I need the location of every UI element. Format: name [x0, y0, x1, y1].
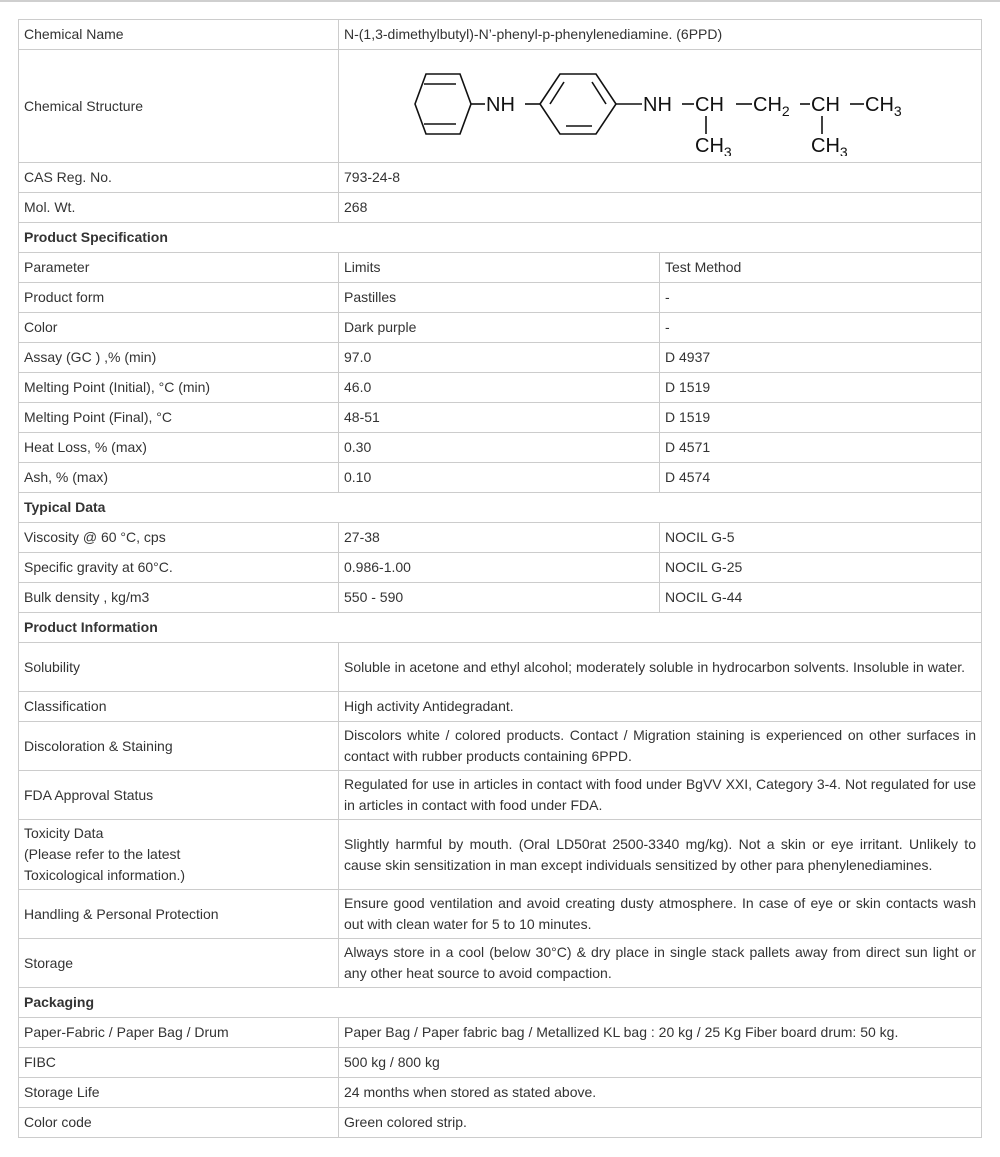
- info-label: Classification: [19, 692, 339, 722]
- mol-wt-label: Mol. Wt.: [19, 193, 339, 223]
- column-header-test-method: Test Method: [660, 253, 982, 283]
- benzene-ring-2: [540, 74, 616, 134]
- spec-parameter: Ash, % (max): [19, 463, 339, 493]
- typical-data-heading: Typical Data: [19, 493, 982, 523]
- spec-limit: 0.30: [339, 433, 660, 463]
- ch3-terminal-text: CH: [865, 94, 894, 116]
- spec-column-header-row: [19, 253, 982, 283]
- packaging-label: Color code: [19, 1108, 339, 1138]
- table-row: [19, 373, 982, 403]
- chemical-structure-cell: [339, 50, 982, 163]
- ch3-branch-text-1: CH: [695, 135, 724, 156]
- spec-parameter: Color: [19, 313, 339, 343]
- typical-parameter: Viscosity @ 60 °C, cps: [19, 523, 339, 553]
- spec-parameter: Assay (GC ) ,% (min): [19, 343, 339, 373]
- table-row: [19, 523, 982, 553]
- ch2-subscript: 2: [781, 103, 790, 119]
- spec-limit: Dark purple: [339, 313, 660, 343]
- typical-value: 550 - 590: [339, 583, 660, 613]
- ch3-branch-subscript-1: 3: [723, 144, 732, 156]
- cas-value: 793-24-8: [339, 163, 982, 193]
- spec-test-method: D 1519: [660, 403, 982, 433]
- typical-test-method: NOCIL G-5: [660, 523, 982, 553]
- spec-parameter: Product form: [19, 283, 339, 313]
- spec-test-method: D 4571: [660, 433, 982, 463]
- table-row: [19, 403, 982, 433]
- table-row: [19, 820, 982, 890]
- spec-parameter: Melting Point (Initial), °C (min): [19, 373, 339, 403]
- packaging-value: 500 kg / 800 kg: [339, 1048, 982, 1078]
- typical-parameter: Bulk density , kg/m3: [19, 583, 339, 613]
- section-header-row: [19, 223, 982, 253]
- table-row: [19, 890, 982, 939]
- table-row: [19, 1078, 982, 1108]
- packaging-label: Paper-Fabric / Paper Bag / Drum: [19, 1018, 339, 1048]
- table-row: [19, 1048, 982, 1078]
- table-row: [19, 163, 982, 193]
- spec-parameter: Heat Loss, % (max): [19, 433, 339, 463]
- info-label: FDA Approval Status: [19, 771, 339, 820]
- typical-value: 27-38: [339, 523, 660, 553]
- packaging-value: Green colored strip.: [339, 1108, 982, 1138]
- ch3-branch-text-2: CH: [811, 135, 840, 156]
- table-row: [19, 722, 982, 771]
- info-value: Discolors white / colored products. Contact / Migration staining is experienced on other surfaces in contact with rubber products containing 6PPD.: [339, 722, 982, 771]
- info-value: Slightly harmful by mouth. (Oral LD50rat 2500-3340 mg/kg). Not a skin or eye irritant. Unlikely to cause skin sensitization in man except individuals sensitized by other para phenylenediamines.: [339, 820, 982, 890]
- nh-label-1: NH: [486, 94, 515, 116]
- ch3-branch-label-1: [695, 135, 732, 156]
- packaging-label: FIBC: [19, 1048, 339, 1078]
- column-header-limits: Limits: [339, 253, 660, 283]
- table-row: [19, 553, 982, 583]
- info-label: Handling & Personal Protection: [19, 890, 339, 939]
- chemical-structure-diagram: [390, 56, 930, 156]
- packaging-label: Storage Life: [19, 1078, 339, 1108]
- spec-test-method: D 1519: [660, 373, 982, 403]
- ch-label-2: CH: [811, 94, 840, 116]
- info-label: Storage: [19, 939, 339, 988]
- spec-limit: Pastilles: [339, 283, 660, 313]
- table-row: [19, 343, 982, 373]
- ch2-text: CH: [753, 94, 782, 116]
- mol-wt-value: 268: [339, 193, 982, 223]
- spec-limit: 46.0: [339, 373, 660, 403]
- product-data-table: [18, 19, 982, 1138]
- benzene-ring-1-hex: [415, 74, 471, 134]
- spec-test-method: D 4937: [660, 343, 982, 373]
- cas-label: CAS Reg. No.: [19, 163, 339, 193]
- chemical-structure-label: Chemical Structure: [19, 50, 339, 163]
- table-row: [19, 313, 982, 343]
- spec-parameter: Melting Point (Final), °C: [19, 403, 339, 433]
- info-value: Ensure good ventilation and avoid creating dusty atmosphere. In case of eye or skin contacts wash out with clean water for 5 to 10 minutes.: [339, 890, 982, 939]
- spec-test-method: -: [660, 313, 982, 343]
- typical-value: 0.986-1.00: [339, 553, 660, 583]
- section-header-row: [19, 493, 982, 523]
- spec-limit: 97.0: [339, 343, 660, 373]
- section-header-row: [19, 613, 982, 643]
- packaging-heading: Packaging: [19, 988, 982, 1018]
- table-row: [19, 643, 982, 692]
- table-row: [19, 1018, 982, 1048]
- table-row: [19, 50, 982, 163]
- section-header-row: [19, 988, 982, 1018]
- table-row: [19, 433, 982, 463]
- typical-parameter: Specific gravity at 60°C.: [19, 553, 339, 583]
- spec-test-method: -: [660, 283, 982, 313]
- info-label: Toxicity Data (Please refer to the latest Toxicological information.): [19, 820, 339, 890]
- ch3-terminal-label: [865, 94, 902, 119]
- packaging-value: 24 months when stored as stated above.: [339, 1078, 982, 1108]
- top-divider: [0, 0, 1000, 2]
- table-row: [19, 283, 982, 313]
- product-information-heading: Product Information: [19, 613, 982, 643]
- table-row: [19, 771, 982, 820]
- info-value: Always store in a cool (below 30°C) & dry place in single stack pallets away from direct sun light or any other heat source to avoid compaction.: [339, 939, 982, 988]
- ch3-terminal-subscript: 3: [893, 103, 902, 119]
- table-row: [19, 692, 982, 722]
- chemical-name-value: N-(1,3-dimethylbutyl)-N’-phenyl-p-phenylenediamine. (6PPD): [339, 20, 982, 50]
- ch2-label: [753, 94, 790, 119]
- info-label: Discoloration & Staining: [19, 722, 339, 771]
- table-row: [19, 939, 982, 988]
- typical-test-method: NOCIL G-44: [660, 583, 982, 613]
- spec-limit: 0.10: [339, 463, 660, 493]
- info-value: Soluble in acetone and ethyl alcohol; moderately soluble in hydrocarbon solvents. Insoluble in water.: [339, 643, 982, 692]
- product-specification-heading: Product Specification: [19, 223, 982, 253]
- chemical-name-label: Chemical Name: [19, 20, 339, 50]
- info-value: Regulated for use in articles in contact with food under BgVV XXI, Category 3-4. Not regulated for use in articles in contact with food under FDA.: [339, 771, 982, 820]
- column-header-parameter: Parameter: [19, 253, 339, 283]
- ch3-branch-label-2: [811, 135, 848, 156]
- packaging-value: Paper Bag / Paper fabric bag / Metallized KL bag : 20 kg / 25 Kg Fiber board drum: 50 kg.: [339, 1018, 982, 1048]
- info-label: Solubility: [19, 643, 339, 692]
- spec-test-method: D 4574: [660, 463, 982, 493]
- ch-label-1: CH: [695, 94, 724, 116]
- typical-test-method: NOCIL G-25: [660, 553, 982, 583]
- table-row: [19, 193, 982, 223]
- table-row: [19, 1108, 982, 1138]
- table-row: [19, 583, 982, 613]
- table-row: [19, 20, 982, 50]
- table-row: [19, 463, 982, 493]
- nh-label-2: NH: [643, 94, 672, 116]
- info-value: High activity Antidegradant.: [339, 692, 982, 722]
- spec-limit: 48-51: [339, 403, 660, 433]
- ch3-branch-subscript-2: 3: [839, 144, 848, 156]
